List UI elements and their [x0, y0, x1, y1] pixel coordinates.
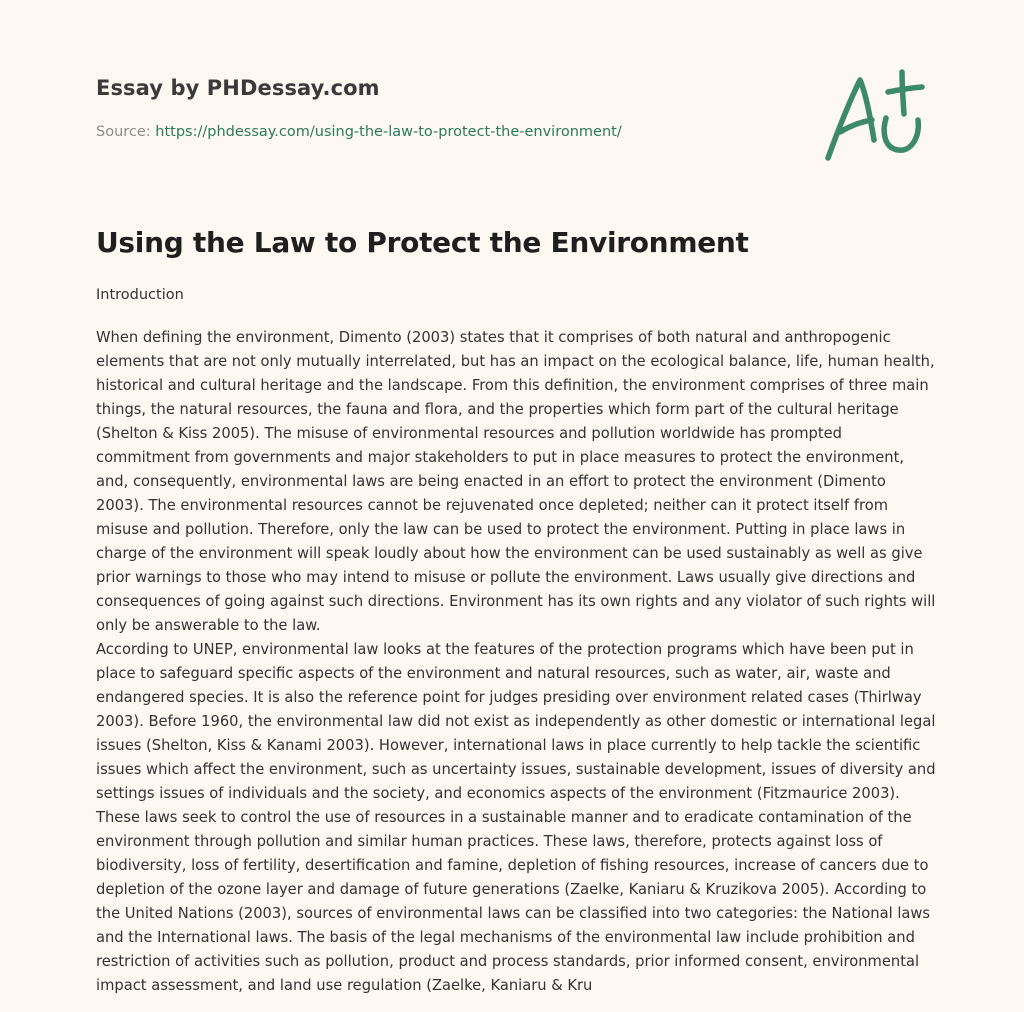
essay-paragraph: When defining the environment, Dimento (2003) states that it comprises of both natural and anthropogenic elements that are not only mutually interrelated, but has an impact on the ecological balance, life, human health, historical and cultural heritage and the landscape. From this definition, the environment comprises of three main things, the natural resources, the fauna and flora, and the properties which form part of the cultural heritage (Shelton & Kiss 2005). The misuse of environmental resources and pollution worldwide has prompted commitment from governments and major stakeholders to put in place measures to protect the environment, and, consequently, environmental laws are being enacted in an effort to protect the environment (Dimento 2003). The environmental resources cannot be rejuvenated once depleted; neither can it protect itself from misuse and pollution. Therefore, only the law can be used to protect the environment. Putting in place laws in charge of the environment will speak loudly about how the environment can be used sustainably as well as give prior warnings to those who may intend to misuse or pollute the environment. Laws usually give directions and consequences of going against such directions. Environment has its own rights and any violator of such rights will only be answerable to the law.: [96, 329, 936, 634]
check-loop-stroke: [884, 118, 918, 150]
source-line: [96, 124, 622, 140]
source-label: Source:: [96, 124, 151, 140]
a-plus-icon: [818, 66, 930, 166]
essay-title: Using the Law to Protect the Environment: [96, 226, 749, 259]
section-heading: Introduction: [96, 287, 184, 303]
source-link[interactable]: https://phdessay.com/using-the-law-to-protect-the-environment/: [155, 124, 622, 140]
plus-horizontal-stroke: [888, 87, 922, 92]
plus-vertical-stroke: [902, 72, 904, 114]
essay-paragraph: According to UNEP, environmental law looks at the features of the protection programs which have been put in place to safeguard specific aspects of the environment and natural resources, such as water, air, waste and endangered species. It is also the reference point for judges presiding over environment related cases (Thirlway 2003). Before 1960, the environmental law did not exist as independently as other domestic or international legal issues (Shelton, Kiss & Kanami 2003). However, international laws in place currently to help tackle the scientific issues which affect the environment, such as uncertainty issues, sustainable development, issues of diversity and settings issues of individuals and the society, and economics aspects of the environment (Fitzmaurice 2003). These laws seek to control the use of resources in a sustainable manner and to eradicate contamination of the environment through pollution and similar human practices. These laws, therefore, protects against loss of biodiversity, loss of fertility, desertification and famine, depletion of fishing resources, increase of cancers due to depletion of the ozone layer and damage of future generations (Zaelke, Kaniaru & Kruzikova 2005). According to the United Nations (2003), sources of environmental laws can be classified into two categories: the National laws and the International laws. The basis of the legal mechanisms of the environmental law include prohibition and restriction of activities such as pollution, product and process standards, prior informed consent, environmental impact assessment, and land use regulation (Zaelke, Kaniaru & Kru: [96, 641, 936, 994]
essay-body: [96, 326, 936, 998]
site-brand: Essay by PHDessay.com: [96, 76, 380, 100]
a-crossbar-stroke: [840, 120, 872, 132]
